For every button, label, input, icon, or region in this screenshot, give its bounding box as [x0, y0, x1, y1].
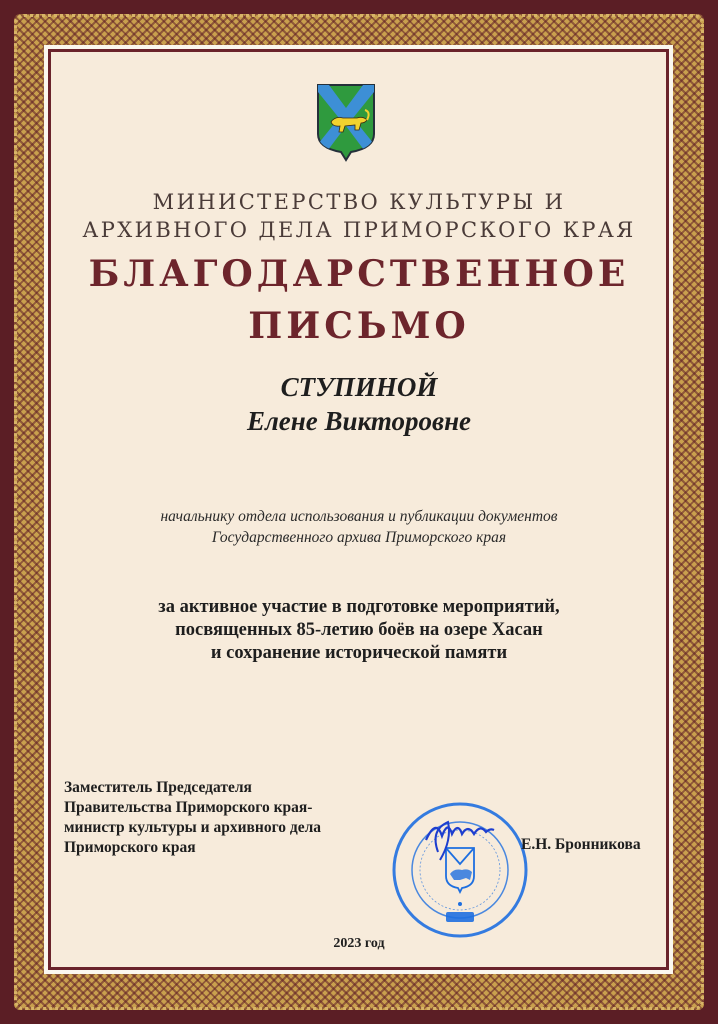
- document-title: [0, 248, 718, 352]
- signer-title: [64, 778, 321, 858]
- position-line-1: начальнику отдела использования и публикации документов: [160, 508, 558, 525]
- signer-title-line-1: Заместитель Председателя: [64, 779, 252, 796]
- primorsky-krai-coat-of-arms-icon: [315, 82, 377, 162]
- recipient-given-names: Елене Викторовне: [246, 406, 472, 436]
- reason-line-1: за активное участие в подготовке мероприятий,: [158, 597, 560, 617]
- ministry-line-2: АРХИВНОГО ДЕЛА ПРИМОРСКОГО КРАЯ: [82, 218, 636, 242]
- award-reason: [0, 596, 718, 665]
- title-line-2: ПИСЬМО: [248, 305, 470, 347]
- signer-title-line-2: Правительства Приморского края-: [64, 799, 313, 816]
- reason-line-3: и сохранение исторической памяти: [210, 643, 508, 663]
- reason-line-2: посвященных 85-летию боёв на озере Хасан: [175, 620, 543, 640]
- signer-name: Е.Н. Бронникова: [521, 836, 641, 853]
- recipient-surname: СТУПИНОЙ: [280, 372, 438, 402]
- signer-title-line-3: министр культуры и архивного дела: [64, 819, 322, 836]
- document-year: 2023 год: [333, 936, 385, 951]
- official-seal-icon: [390, 800, 530, 940]
- ministry-line-1: МИНИСТЕРСТВО КУЛЬТУРЫ И: [152, 190, 566, 214]
- recipient-position: [0, 506, 718, 548]
- recipient-name: [0, 370, 718, 438]
- title-line-1: БЛАГОДАРСТВЕННОЕ: [88, 253, 630, 295]
- ministry-name: [0, 188, 718, 244]
- signer-title-line-4: Приморского края: [64, 839, 196, 856]
- position-line-2: Государственного архива Приморского края: [211, 529, 507, 546]
